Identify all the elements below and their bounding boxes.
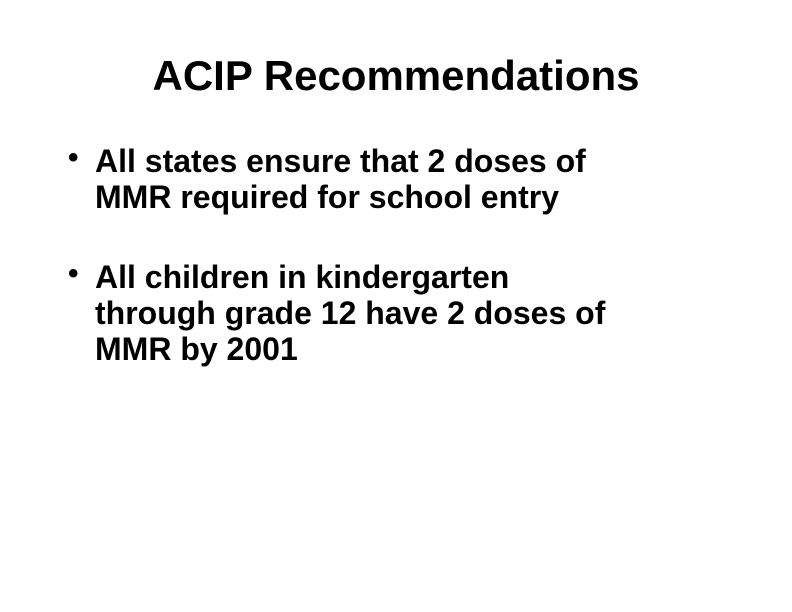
bullet-text-line: MMR by 2001 (95, 331, 298, 367)
slide-title: ACIP Recommendations (152, 52, 640, 99)
bullet-text-line: through grade 12 have 2 doses of (95, 295, 606, 331)
bullet-text-line: MMR required for school entry (95, 179, 560, 215)
bullet-item-2 (68, 259, 768, 367)
bullet-dot-icon: • (68, 257, 79, 290)
bullet-text-line: All states ensure that 2 doses of (95, 143, 586, 179)
bullet-text-line: All children in kindergarten (95, 259, 510, 295)
bullet-item-1 (68, 143, 768, 215)
bullet-list (68, 143, 768, 411)
bullet-dot-icon: • (68, 141, 79, 174)
